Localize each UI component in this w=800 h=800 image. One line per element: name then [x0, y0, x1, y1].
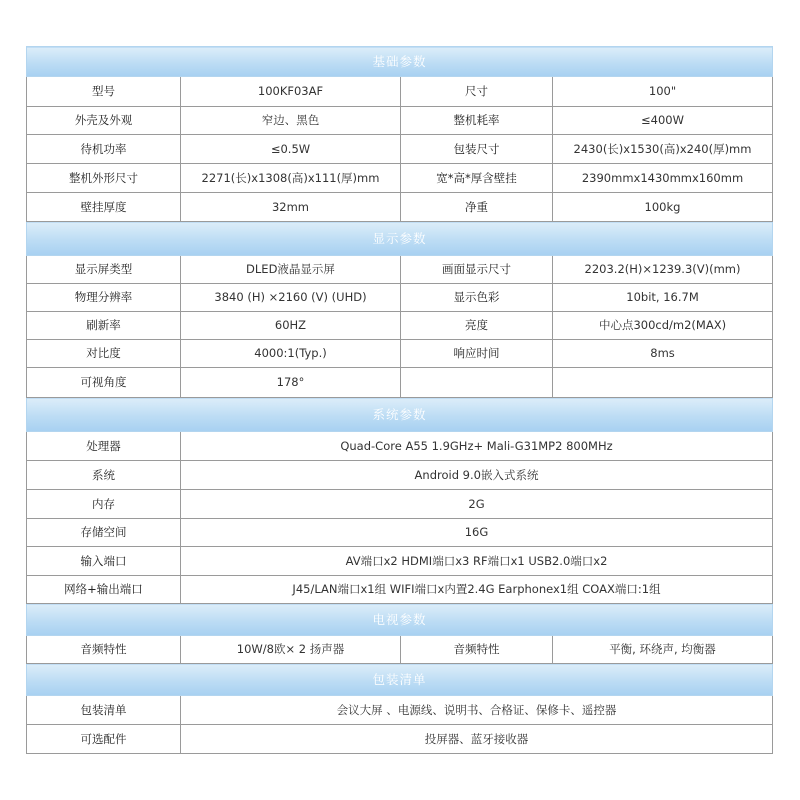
section-title-tv: 电视参数: [27, 604, 773, 636]
spec-row: [27, 340, 773, 368]
spec-value: 会议大屏 、电源线、说明书、合格证、保修卡、遥控器: [181, 696, 773, 725]
spec-row: [27, 193, 773, 222]
spec-label: 外壳及外观: [27, 107, 181, 135]
spec-row: [27, 256, 773, 284]
spec-row: [27, 490, 773, 519]
spec-label: 对比度: [27, 340, 181, 368]
spec-value: 2G: [181, 490, 773, 519]
spec-value: 10bit, 16.7M: [553, 284, 773, 312]
spec-label: 内存: [27, 490, 181, 519]
section-title-packing: 包装清单: [27, 664, 773, 696]
spec-value: J45/LAN端口x1组 WIFI端口x内置2.4G Earphonex1组 COAX端口:1组: [181, 576, 773, 604]
section-header-basic: [27, 47, 773, 77]
spec-value: 100kg: [553, 193, 773, 222]
spec-label: 亮度: [401, 312, 553, 340]
spec-value: 2430(长)x1530(高)x240(厚)mm: [553, 135, 773, 164]
spec-label: 整机耗率: [401, 107, 553, 135]
section-header-system: [27, 398, 773, 432]
spec-value: 16G: [181, 519, 773, 547]
spec-label: 显示屏类型: [27, 256, 181, 284]
spec-label: 物理分辨率: [27, 284, 181, 312]
spec-label: 处理器: [27, 432, 181, 461]
spec-label: 刷新率: [27, 312, 181, 340]
spec-label-empty: [401, 368, 553, 398]
spec-row: [27, 547, 773, 576]
spec-value: ≤400W: [553, 107, 773, 135]
spec-row: [27, 107, 773, 135]
spec-row: [27, 696, 773, 725]
spec-value: 100KF03AF: [181, 77, 401, 107]
spec-value: 平衡, 环绕声, 均衡器: [553, 636, 773, 664]
spec-label: 宽*高*厚含壁挂: [401, 164, 553, 193]
spec-label: 包装尺寸: [401, 135, 553, 164]
spec-label: 型号: [27, 77, 181, 107]
spec-label: 存储空间: [27, 519, 181, 547]
spec-row: [27, 461, 773, 490]
section-header-packing: [27, 664, 773, 696]
spec-value: ≤0.5W: [181, 135, 401, 164]
spec-row: [27, 284, 773, 312]
spec-label: 壁挂厚度: [27, 193, 181, 222]
spec-label: 净重: [401, 193, 553, 222]
spec-label: 可视角度: [27, 368, 181, 398]
spec-row: [27, 576, 773, 604]
spec-value: 投屏器、蓝牙接收器: [181, 725, 773, 754]
spec-row: [27, 312, 773, 340]
spec-value: Android 9.0嵌入式系统: [181, 461, 773, 490]
spec-label: 尺寸: [401, 77, 553, 107]
spec-row: [27, 519, 773, 547]
spec-value: 178°: [181, 368, 401, 398]
spec-label: 系统: [27, 461, 181, 490]
section-title-basic: 基础参数: [27, 47, 773, 77]
spec-value: 3840 (H) ×2160 (V) (UHD): [181, 284, 401, 312]
spec-row: [27, 135, 773, 164]
section-title-display: 显示参数: [27, 222, 773, 256]
spec-table: [26, 46, 773, 754]
spec-value: DLED液晶显示屏: [181, 256, 401, 284]
spec-label: 可选配件: [27, 725, 181, 754]
spec-row: [27, 164, 773, 193]
spec-value: 2390mmx1430mmx160mm: [553, 164, 773, 193]
spec-row: [27, 368, 773, 398]
spec-value: 2271(长)x1308(高)x111(厚)mm: [181, 164, 401, 193]
spec-value: 4000:1(Typ.): [181, 340, 401, 368]
spec-label: 待机功率: [27, 135, 181, 164]
section-title-system: 系统参数: [27, 398, 773, 432]
section-header-tv: [27, 604, 773, 636]
spec-value: Quad-Core A55 1.9GHz+ Mali-G31MP2 800MHz: [181, 432, 773, 461]
spec-label: 响应时间: [401, 340, 553, 368]
spec-value: 2203.2(H)×1239.3(V)(mm): [553, 256, 773, 284]
spec-row: [27, 725, 773, 754]
spec-label: 输入端口: [27, 547, 181, 576]
spec-label: 包装清单: [27, 696, 181, 725]
spec-row: [27, 432, 773, 461]
spec-value-empty: [553, 368, 773, 398]
spec-label: 音频特性: [27, 636, 181, 664]
spec-label: 显示色彩: [401, 284, 553, 312]
section-header-display: [27, 222, 773, 256]
spec-label: 整机外形尺寸: [27, 164, 181, 193]
spec-value: 60HZ: [181, 312, 401, 340]
spec-label: 网络+输出端口: [27, 576, 181, 604]
spec-label: 画面显示尺寸: [401, 256, 553, 284]
spec-value: 中心点300cd/m2(MAX): [553, 312, 773, 340]
spec-value: 32mm: [181, 193, 401, 222]
spec-value: 100": [553, 77, 773, 107]
spec-value: AV端口x2 HDMI端口x3 RF端口x1 USB2.0端口x2: [181, 547, 773, 576]
spec-value: 8ms: [553, 340, 773, 368]
spec-row: [27, 77, 773, 107]
spec-value: 10W/8欧× 2 扬声器: [181, 636, 401, 664]
spec-value: 窄边、黑色: [181, 107, 401, 135]
spec-label: 音频特性: [401, 636, 553, 664]
spec-row: [27, 636, 773, 664]
